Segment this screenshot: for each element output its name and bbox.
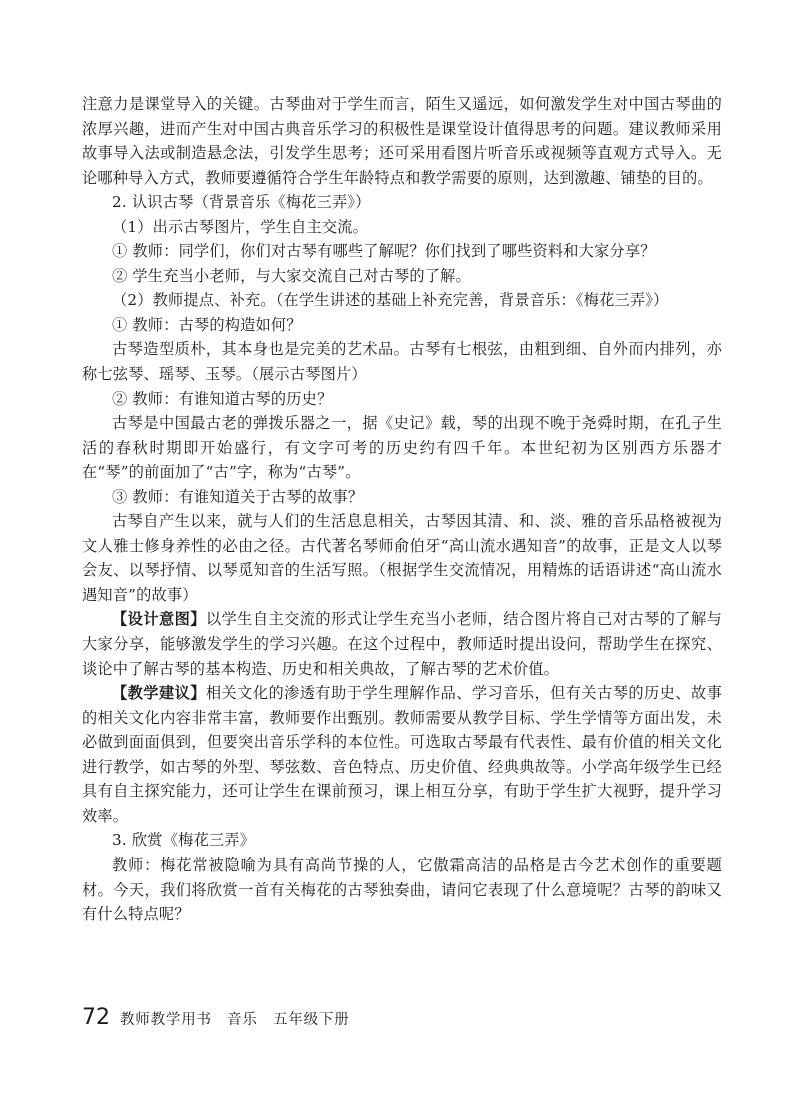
section-heading-2: 2. 认识古琴（背景音乐《梅花三弄》） xyxy=(112,193,371,212)
question-history: ② 教师：有谁知道古琴的历史？ xyxy=(112,389,333,408)
section-3-text: 教师：梅花常被隐喻为具有高尚节操的人，它傲霜高洁的品格是古今艺术创作的重要题材。今天，我们将欣赏一首有关梅花的古琴独奏曲，请问它表现了什么意境呢？古琴的韵味又有什么特点呢？ xyxy=(82,855,722,924)
teaching-advice-tag: 【教学建议】 xyxy=(112,684,206,703)
book-title: 教师教学用书 音乐 五年级下册 xyxy=(120,1012,350,1028)
teaching-advice-paragraph xyxy=(82,681,722,828)
section-heading-3: 3. 欣赏《梅花三弄》 xyxy=(112,831,256,850)
design-intent-paragraph xyxy=(82,607,722,681)
step-2-1-a: ① 教师：同学们，你们对古琴有哪些了解呢？你们找到了哪些资料和大家分享？ xyxy=(112,242,656,261)
step-2-2: （2）教师提点、补充。（在学生讲述的基础上补充完善，背景音乐：《梅花三弄》） xyxy=(112,291,669,310)
question-structure: ① 教师：古琴的构造如何？ xyxy=(112,315,302,334)
design-intent-tag: 【设计意图】 xyxy=(112,610,206,629)
page-number: 72 xyxy=(82,1005,110,1030)
step-2-1: （1）出示古琴图片，学生自主交流。 xyxy=(112,217,369,236)
step-2-1-b: ② 学生充当小老师，与大家交流自己对古琴的了解。 xyxy=(112,266,471,285)
answer-structure: 古琴造型质朴，其本身也是完美的艺术品。古琴有七根弦，由粗到细、自外而内排列，亦称七弦琴、瑶琴、玉琴。（展示古琴图片） xyxy=(82,340,722,384)
design-intent-text: 以学生自主交流的形式让学生充当小老师，结合图片将自己对古琴的了解与大家分享，能够激发学生的学习兴趣。在这个过程中，教师适时提出设问，帮助学生在探究、谈论中了解古琴的基本构造、历史和相关典故，了解古琴的艺术价值。 xyxy=(82,610,722,678)
answer-story: 古琴自产生以来，就与人们的生活息息相关，古琴因其清、和、淡、雅的音乐品格被视为文人雅士修身养性的必由之径。古代著名琴师俞伯牙“高山流水遇知音”的故事，正是文人以琴会友、以琴抒情、以琴觅知音的生活写照。（根据学生交流情况，用精炼的话语讲述“高山流水遇知音”的故事） xyxy=(82,512,722,604)
page-footer xyxy=(82,1005,350,1030)
answer-history: 古琴是中国最古老的弹拨乐器之一，据《史记》载，琴的出现不晚于尧舜时期，在孔子生活的春秋时期即开始盛行，有文字可考的历史约有四千年。本世纪初为区别西方乐器才在“琴”的前面加了“古”字，称为“古琴”。 xyxy=(82,414,722,482)
teaching-advice-text: 相关文化的渗透有助于学生理解作品、学习音乐，但有关古琴的历史、故事的相关文化内容非常丰富，教师要作出甄别。教师需要从教学目标、学生学情等方面出发，未必做到面面俱到，但要突出音乐学科的本位性。可选取古琴最有代表性、最有价值的相关文化进行教学，如古琴的外型、琴弦数、音色特点、历史价值、经典典故等。小学高年级学生已经具有自主探究能力，还可让学生在课前预习，课上相互分享，有助于学生扩大视野，提升学习效率。 xyxy=(82,684,722,825)
question-story: ③ 教师：有谁知道关于古琴的故事？ xyxy=(112,487,364,506)
page-body xyxy=(82,92,722,927)
intro-paragraph: 注意力是课堂导入的关键。古琴曲对于学生而言，陌生又遥远，如何激发学生对中国古琴曲的浓厚兴趣，进而产生对中国古典音乐学习的积极性是课堂设计值得思考的问题。建议教师采用故事导入法或制造悬念法，引发学生思考；还可采用看图片听音乐或视频等直观方式导入。无论哪种导入方式，教师要遵循符合学生年龄特点和教学需要的原则，达到激趣、铺垫的目的。 xyxy=(82,95,722,187)
